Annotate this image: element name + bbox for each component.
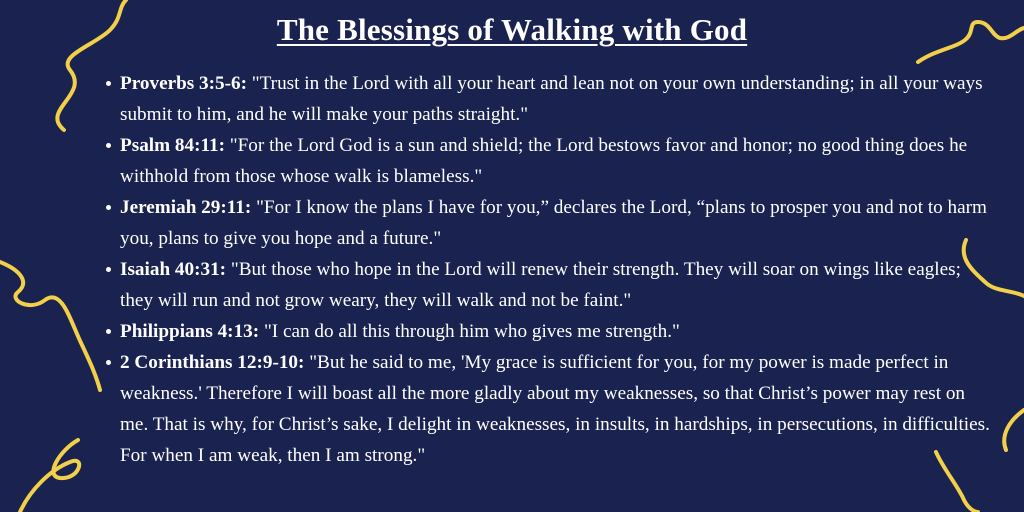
verse-reference: Proverbs 3:5-6: [120, 73, 247, 94]
verse-text: "Trust in the Lord with all your heart and lean not on your own understanding; in all your ways submit to him, and he will make your paths straight." [120, 73, 983, 125]
verse-item [120, 347, 992, 471]
verse-reference: Psalm 84:11: [120, 135, 225, 156]
verse-item [120, 130, 992, 192]
verse-item [120, 254, 992, 316]
verse-list [104, 68, 992, 471]
verse-text: "I can do all this through him who gives me strength." [259, 321, 680, 342]
verse-reference: Philippians 4:13: [120, 321, 260, 342]
ribbon-left-middle [0, 262, 100, 390]
verse-text: "For I know the plans I have for you,” declares the Lord, “plans to prosper you and not to harm you, plans to give you hope and a future." [120, 197, 987, 249]
ribbon-right-edge [1004, 410, 1024, 450]
verse-text: "But those who hope in the Lord will renew their strength. They will soar on wings like eagles; they will run and not grow weary, they will walk and not be faint." [120, 259, 961, 311]
verse-text: "For the Lord God is a sun and shield; the Lord bestows favor and honor; no good thing does he withhold from those whose walk is blameless." [120, 135, 968, 187]
verse-reference: 2 Corinthians 12:9-10: [120, 352, 305, 373]
verse-item [120, 192, 992, 254]
verse-text: "But he said to me, 'My grace is sufficient for you, for my power is made perfect in weakness.' Therefore I will boast all the more gladly about my weaknesses, so that Christ’s power may rest on me. That is why, for Christ’s sake, I delight in weaknesses, in insults, in hardships, in persecutions, in difficulties. For when I am weak, then I am strong." [120, 352, 990, 466]
verse-item [120, 316, 992, 347]
verse-item [120, 68, 992, 130]
page-title: The Blessings of Walking with God [276, 12, 748, 47]
ribbon-bottom-left [20, 440, 79, 512]
verse-reference: Isaiah 40:31: [120, 259, 227, 280]
verse-reference: Jeremiah 29:11: [120, 197, 252, 218]
